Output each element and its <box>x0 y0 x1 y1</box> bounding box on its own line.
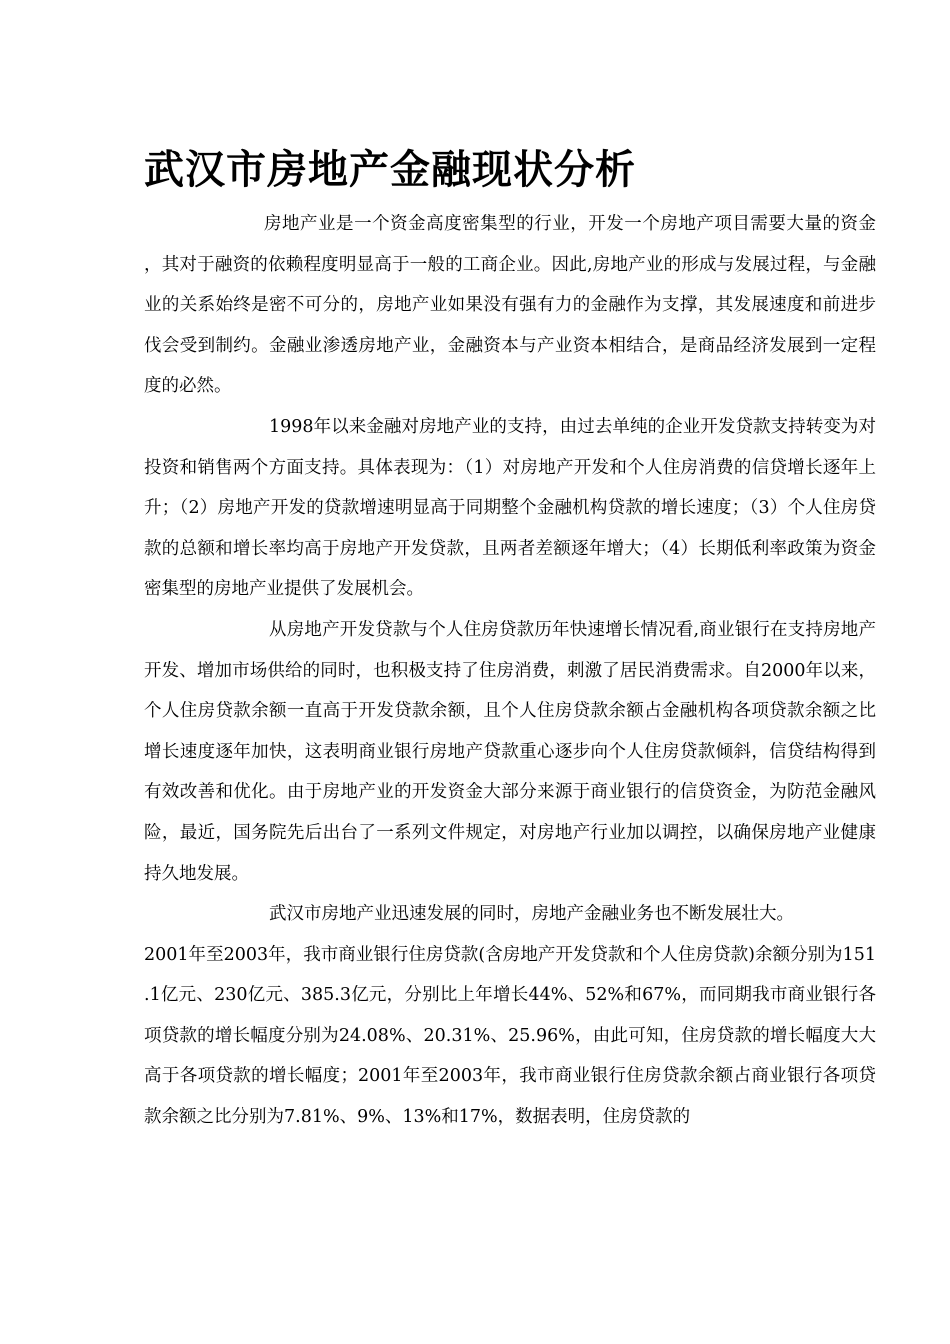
paragraph-loan-statistics: 2001年至2003年，我市商业银行住房贷款(含房地产开发贷款和个人住房贷款)余额分别为151.1亿元、230亿元、385.3亿元，分别比上年增长44%、52%和67%，而同期我市商业银行各项贷款的增长幅度分别为24.08%、20.31%、25.96%，由此可知，住房贷款的增长幅度大大高于各项贷款的增长幅度；2001年至2003年，我市商业银行住房贷款余额占商业银行各项贷款余额之比分别为7.81%、9%、13%和17%，数据表明，住房贷款的 <box>144 944 876 1128</box>
document-body <box>144 204 876 1138</box>
paragraph-loan-growth: 从房地产开发贷款与个人住房贷款历年快速增长情况看,商业银行在支持房地产开发、增加市场供给的同时，也积极支持了住房消费，刺激了居民消费需求。自2000年以来，个人住房贷款余额一直高于开发贷款余额，且个人住房贷款余额占金融机构各项贷款余额之比增长速度逐年加快，这表明商业银行房地产贷款重心逐步向个人住房贷款倾斜，信贷结构得到有效改善和优化。由于房地产业的开发资金大部分来源于商业银行的信贷资金，为防范金融风险，最近，国务院先后出台了一系列文件规定，对房地产行业加以调控，以确保房地产业健康持久地发展。 <box>144 619 876 884</box>
paragraph-wuhan-development: 武汉市房地产业迅速发展的同时，房地产金融业务也不断发展壮大。 <box>269 904 794 925</box>
paragraph-financial-support: 1998年以来金融对房地产业的支持，由过去单纯的企业开发贷款支持转变为对投资和销售两个方面支持。具体表现为：（1）对房地产开发和个人住房消费的信贷增长逐年上升；（2）房地产开发的贷款增速明显高于同期整个金融机构贷款的增长速度；（3）个人住房贷款的总额和增长率均高于房地产开发贷款，且两者差额逐年增大；（4）长期低利率政策为资金密集型的房地产业提供了发展机会。 <box>144 416 876 600</box>
document-title: 武汉市房地产金融现状分析 <box>144 146 636 193</box>
paragraph-intro: 房地产业是一个资金高度密集型的行业，开发一个房地产项目需要大量的资金，其对于融资的依赖程度明显高于一般的工商企业。因此,房地产业的形成与发展过程，与金融业的关系始终是密不可分的，房地产业如果没有强有力的金融作为支撑，其发展速度和前进步伐会受到制约。金融业渗透房地产业，金融资本与产业资本相结合，是商品经济发展到一定程度的必然。 <box>144 214 876 397</box>
